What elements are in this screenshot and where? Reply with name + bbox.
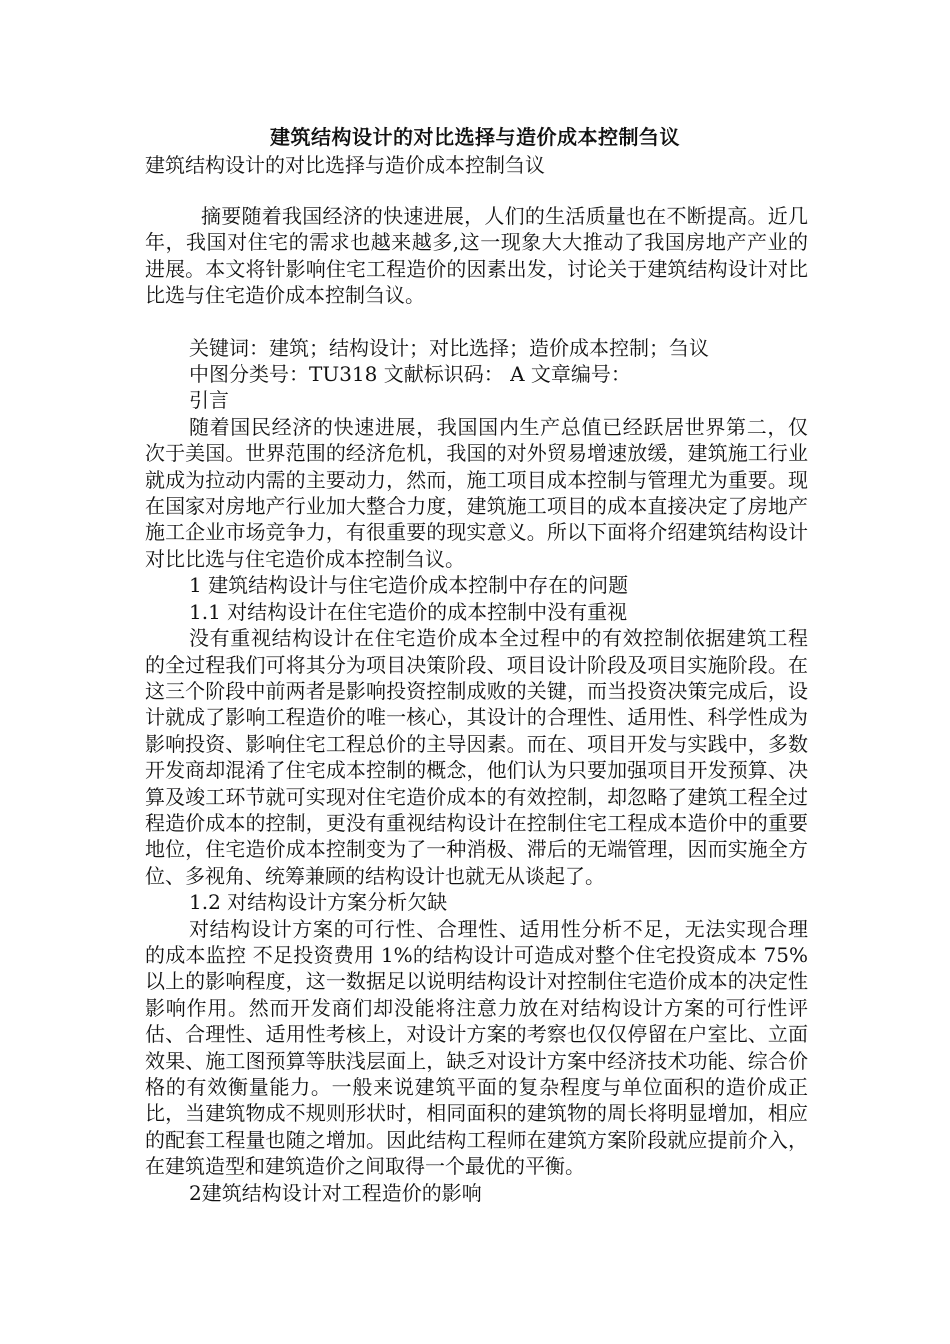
intro-paragraph: 随着国民经济的快速进展，我国国内生产总值已经跃居世界第二，仅次于美国。世界范围的经济危机，我国的对外贸易增速放缓，建筑施工行业就成为拉动内需的主要动力，然而，施工项目成本控制与管理尤为重要。现在国家对房地产行业加大整合力度，建筑施工项目的成本直接决定了房地产施工企业市场竞争力，有很重要的现实意义。所以下面将介绍建筑结构设计对比比选与住宅造价成本控制刍议。 [145, 414, 808, 571]
section-1-2-heading: 1.2 对结构设计方案分析欠缺 [189, 890, 448, 915]
document-body [145, 203, 808, 1206]
keywords-line: 关键词：建筑；结构设计；对比选择；造价成本控制；刍议 [189, 335, 709, 360]
document-title: 建筑结构设计的对比选择与造价成本控制刍议 [270, 125, 680, 149]
section-1-1-paragraph: 没有重视结构设计在住宅造价成本全过程中的有效控制依据建筑工程的全过程我们可将其分为项目决策阶段、项目设计阶段及项目实施阶段。在这三个阶段中前两者是影响投资控制成败的关键，而当投资决策完成后，设计就成了影响工程造价的唯一核心，其设计的合理性、适用性、科学性成为影响投资、影响住宅工程总价的主导因素。而在、项目开发与实践中，多数开发商却混淆了住宅成本控制的概念，他们认为只要加强项目开发预算、决算及竣工环节就可实现对住宅造价成本的有效控制，却忽略了建筑工程全过程造价成本的控制，更没有重视结构设计在控制住宅工程成本造价中的重要地位，住宅造价成本控制变为了一种消极、滞后的无端管理，因而实施全方位、多视角、统筹兼顾的结构设计也就无从谈起了。 [145, 626, 808, 888]
classification-line: 中图分类号：TU318 文献标识码： A 文章编号： [189, 362, 631, 387]
intro-heading: 引言 [189, 388, 229, 413]
spacer [145, 309, 808, 335]
section-1-heading: 1 建筑结构设计与住宅造价成本控制中存在的问题 [189, 573, 629, 598]
abstract-paragraph: 摘要随着我国经济的快速进展，人们的生活质量也在不断提高。近几年，我国对住宅的需求也越来越多,这一现象大大推动了我国房地产产业的进展。本文将针影响住宅工程造价的因素出发，讨论关于建筑结构设计对比比选与住宅造价成本控制刍议。 [145, 204, 808, 308]
section-1-1-heading: 1.1 对结构设计在住宅造价的成本控制中没有重视 [189, 599, 628, 624]
section-1-2-paragraph: 对结构设计方案的可行性、合理性、适用性分析不足，无法实现合理的成本监控 不足投资费用 1%的结构设计可造成对整个住宅投资成本 75%以上的影响程度，这一数据足以说明结构设计对控制住宅造价成本的决定性影响作用。然而开发商们却没能将注意力放在对结构设计方案的可行性评估、合理性、适用性考核上，对设计方案的考察也仅仅停留在户室比、立面效果、施工图预算等肤浅层面上，缺乏对设计方案中经济技术功能、综合价格的有效衡量能力。一般来说建筑平面的复杂程度与单位面积的造价成正比，当建筑物成不规则形状时，相同面积的建筑物的周长将明显增加，相应的配套工程量也随之增加。因此结构工程师在建筑方案阶段就应提前介入，在建筑造型和建筑造价之间取得一个最优的平衡。 [145, 916, 808, 1179]
section-2-heading: 2建筑结构设计对工程造价的影响 [189, 1180, 482, 1205]
document-subtitle: 建筑结构设计的对比选择与造价成本控制刍议 [145, 153, 545, 177]
